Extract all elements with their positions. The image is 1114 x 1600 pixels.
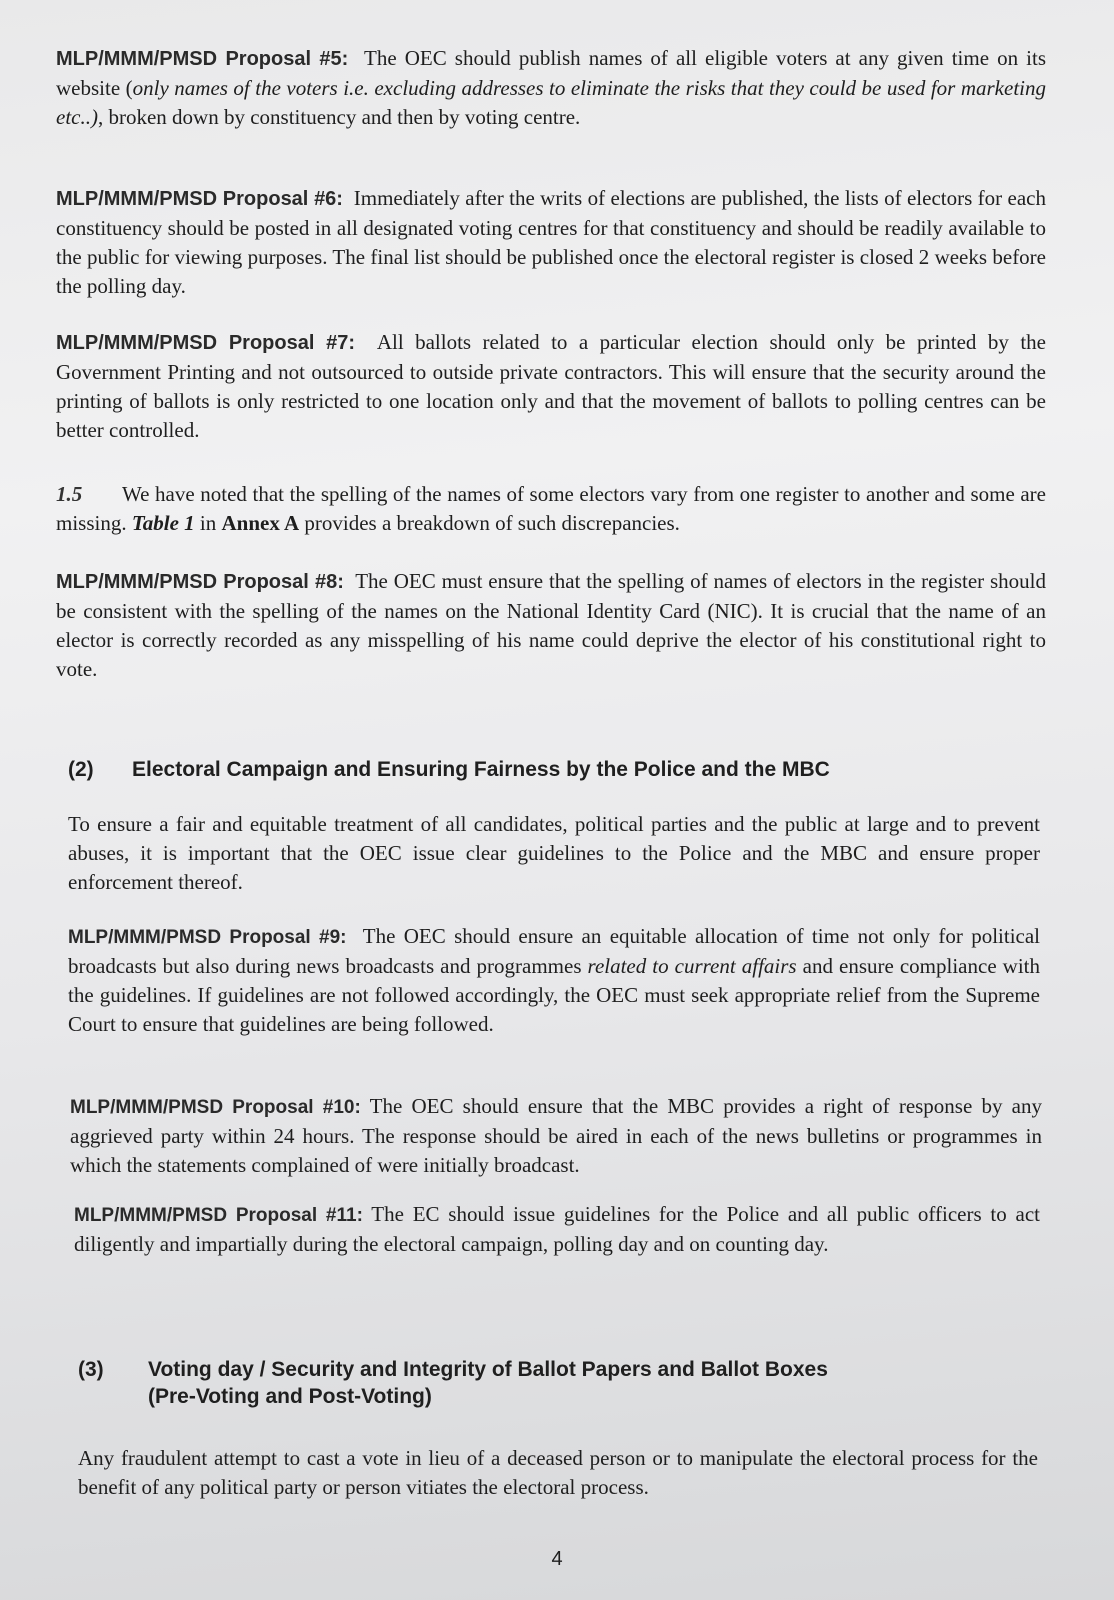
proposal-italic-text: related to current affairs bbox=[587, 954, 797, 978]
proposal-label: MLP/MMM/PMSD Proposal #9: bbox=[68, 927, 347, 948]
proposal-text: The OEC should publish names of all eligible voters at any given time on its website ( bbox=[56, 46, 1046, 100]
page-number: 4 bbox=[551, 1548, 563, 1570]
proposal-label: MLP/MMM/PMSD Proposal #11: bbox=[74, 1205, 363, 1226]
section-heading-2 bbox=[68, 756, 830, 783]
proposal-text: and ensure compliance with the guidelines. If guidelines are not followed accordingly, the OEC must seek appropriate relief from the Supreme Court to ensure that guidelines are being followed. bbox=[68, 954, 1041, 1036]
section-title: Electoral Campaign and Ensuring Fairness by the Police and the MBC bbox=[132, 758, 830, 781]
table-reference: Table 1 bbox=[131, 511, 195, 535]
proposal-label: MLP/MMM/PMSD Proposal #10: bbox=[70, 1097, 361, 1118]
proposal-8 bbox=[56, 567, 1046, 684]
proposal-7 bbox=[56, 328, 1046, 445]
paragraph-text: To ensure a fair and equitable treatment of all candidates, political parties and the public at large and to prevent abuses, it is important that the OEC issue clear guidelines to the Police and the MBC and ensure proper enforcement thereof. bbox=[68, 812, 1040, 894]
proposal-label: MLP/MMM/PMSD Proposal #6: bbox=[56, 188, 343, 210]
proposal-10 bbox=[70, 1092, 1042, 1180]
paragraph-text: provides a breakdown of such discrepancies. bbox=[304, 511, 680, 535]
proposal-label: MLP/MMM/PMSD Proposal #5: bbox=[56, 48, 349, 70]
annex-reference: Annex A bbox=[221, 511, 300, 535]
paragraph-text: Any fraudulent attempt to cast a vote in lieu of a deceased person or to manipulate the electoral process for the benefit of any political party or person vitiates the electoral process. bbox=[78, 1446, 1038, 1499]
proposal-9 bbox=[68, 922, 1040, 1039]
section-subtitle: (Pre-Voting and Post-Voting) bbox=[148, 1385, 432, 1408]
section-2-intro bbox=[68, 810, 1040, 897]
proposal-text: The OEC should ensure that the MBC provides a right of response by any aggrieved party within 24 hours. The response should be aired in each of the news bulletins or programmes in which the statements complained of were initially broadcast. bbox=[70, 1094, 1043, 1177]
proposal-text: Immediately after the writs of elections are published, the lists of electors for each constituency should be posted in all designated voting centres for that constituency and should be readily available to the public for viewing purposes. The final list should be published once the electoral register is closed 2 weeks before the polling day. bbox=[56, 186, 1046, 298]
paragraph-text: in bbox=[199, 511, 217, 535]
proposal-label: MLP/MMM/PMSD Proposal #8: bbox=[56, 571, 344, 593]
section-number: (3) bbox=[78, 1358, 104, 1381]
paragraph-number: 1.5 bbox=[56, 482, 83, 506]
paragraph-text: We have noted that the spelling of the names of some electors vary from one register to another and some are missing. bbox=[56, 482, 1046, 535]
proposal-text: The EC should issue guidelines for the Police and all public officers to act diligently and impartially during the electoral campaign, polling day and on counting day. bbox=[74, 1202, 1040, 1256]
paragraph-1-5 bbox=[56, 480, 1046, 538]
proposal-text: The OEC must ensure that the spelling of names of electors in the register should be consistent with the spelling of the names on the National Identity Card (NIC). It is crucial that the name of an elector is correctly recorded as any misspelling of his name could deprive the elector of his constitutional right to vote. bbox=[56, 569, 1046, 681]
proposal-11 bbox=[74, 1200, 1040, 1259]
section-number: (2) bbox=[68, 758, 94, 781]
proposal-text: All ballots related to a particular election should only be printed by the Government Printing and not outsourced to outside private contractors. This will ensure that the security around the printing of ballots is only restricted to one location only and that the movement of ballots to polling centres can be better controlled. bbox=[56, 330, 1046, 442]
section-heading-3 bbox=[78, 1356, 828, 1410]
proposal-text: The OEC should ensure an equitable allocation of time not only for political broadcasts but also during news broadcasts and programmes bbox=[68, 924, 1041, 978]
proposal-text: , broken down by constituency and then by voting centre. bbox=[97, 105, 581, 129]
proposal-6 bbox=[56, 184, 1046, 301]
proposal-label: MLP/MMM/PMSD Proposal #7: bbox=[56, 332, 356, 354]
proposal-italic-text: only names of the voters i.e. excluding addresses to eliminate the risks that they could be used for marketing etc..) bbox=[56, 76, 1046, 129]
section-3-intro bbox=[78, 1444, 1038, 1502]
section-title: Voting day / Security and Integrity of Ballot Papers and Ballot Boxes bbox=[148, 1358, 828, 1381]
proposal-5 bbox=[56, 44, 1046, 132]
